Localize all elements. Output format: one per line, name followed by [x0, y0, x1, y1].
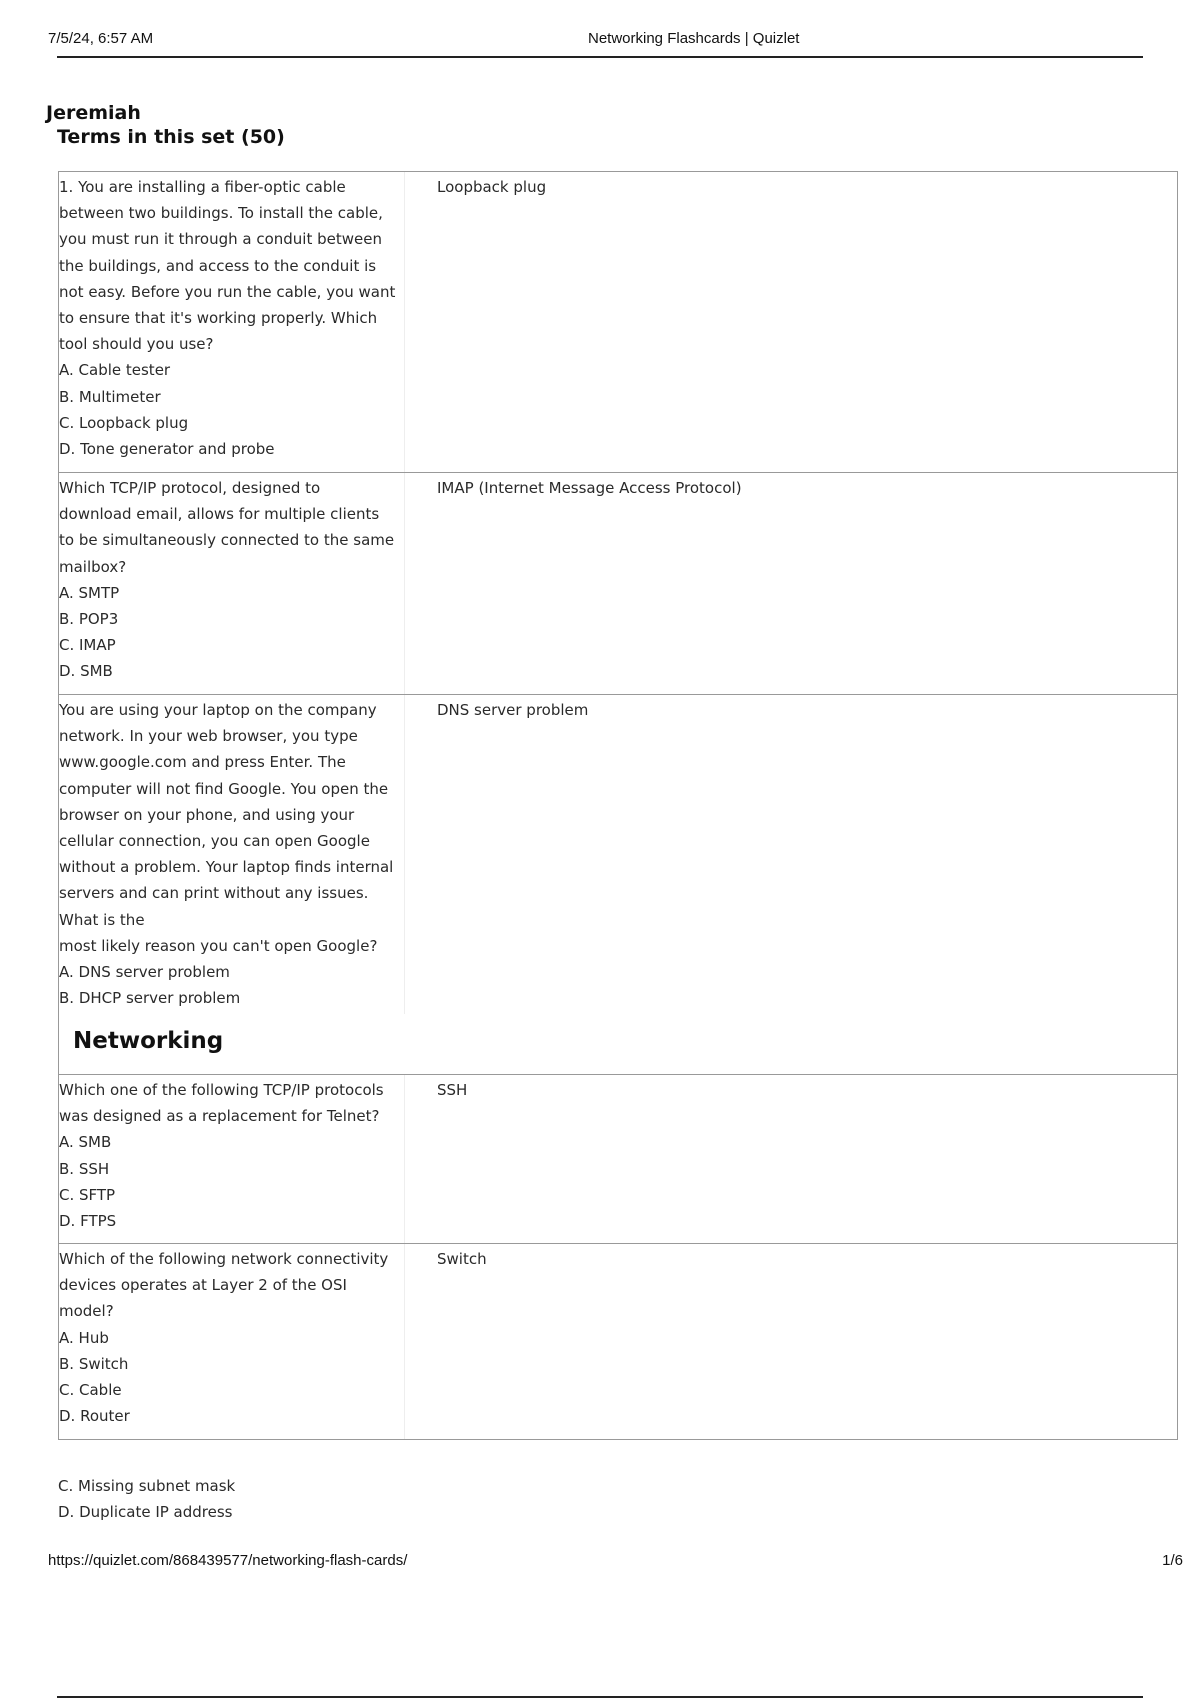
term-line: most likely reason you can't open Google?	[59, 936, 378, 955]
term-line: Which of the following network connectivity	[59, 1250, 389, 1268]
section-heading: Networking	[73, 1028, 224, 1054]
term-line: B. POP3	[59, 610, 119, 629]
overflow-option: D. Duplicate IP address	[58, 1503, 233, 1521]
term-line: A. SMB	[59, 1133, 112, 1152]
term-line: was designed as a replacement for Telnet?	[59, 1107, 380, 1126]
term-line: without a problem. Your laptop finds internal	[59, 858, 394, 877]
term-line: What is the	[59, 910, 145, 929]
term-line: D. FTPS	[59, 1212, 117, 1231]
term-line: A. Hub	[59, 1328, 109, 1347]
table-right-border	[1177, 1013, 1178, 1075]
term-line: D. SMB	[59, 662, 113, 681]
term-line: D. Router	[59, 1407, 130, 1426]
term-line: 1. You are installing a fiber-optic cable	[59, 178, 346, 196]
term-line: B. Multimeter	[59, 387, 161, 406]
card-table-bottom	[58, 1074, 1178, 1440]
print-url: https://quizlet.com/868439577/networking-flash-cards/	[48, 1552, 408, 1569]
term-line: Which TCP/IP protocol, designed to	[59, 479, 321, 497]
footer-divider	[57, 1696, 1143, 1698]
term-line: www.google.com and press Enter. The	[59, 753, 346, 772]
term-line: model?	[59, 1302, 114, 1321]
card-table-top	[58, 171, 1178, 1013]
term-line: Which one of the following TCP/IP protocols	[59, 1081, 384, 1099]
term-line: You are using your laptop on the company	[59, 701, 377, 719]
term-line: download email, allows for multiple clients	[59, 505, 380, 524]
term-line: to be simultaneously connected to the same	[59, 531, 395, 550]
term-line: browser on your phone, and using your	[59, 805, 355, 824]
overflow-option: C. Missing subnet mask	[58, 1477, 236, 1495]
term-line: A. Cable tester	[59, 361, 171, 380]
term-line: C. Cable	[59, 1381, 122, 1400]
term-line: C. IMAP	[59, 636, 116, 655]
definition-text: Switch	[437, 1250, 487, 1268]
page-number: 1/6	[1162, 1552, 1183, 1569]
term-line: to ensure that it's working properly. Which	[59, 309, 378, 328]
flashcard-row	[59, 1075, 1177, 1244]
term-line: B. DHCP server problem	[59, 989, 241, 1008]
term-line: cellular connection, you can open Google	[59, 832, 370, 851]
definition-text: Loopback plug	[437, 178, 547, 196]
definition-text: SSH	[437, 1081, 468, 1099]
term-line: B. Switch	[59, 1354, 129, 1373]
term-line: mailbox?	[59, 557, 127, 576]
term-text	[59, 695, 405, 1014]
flashcard-row	[59, 172, 1177, 473]
term-line: C. SFTP	[59, 1185, 116, 1204]
term-line: computer will not find Google. You open the	[59, 779, 389, 798]
term-line: not easy. Before you run the cable, you want	[59, 282, 396, 301]
term-line: servers and can print without any issues.	[59, 884, 369, 903]
term-text	[59, 473, 405, 694]
term-text	[59, 1244, 405, 1439]
term-line: A. DNS server problem	[59, 963, 230, 982]
flashcard-row	[59, 1244, 1177, 1439]
flashcard-row	[59, 695, 1177, 1014]
term-line: A. SMTP	[59, 583, 120, 602]
term-line: devices operates at Layer 2 of the OSI	[59, 1276, 347, 1295]
terms-heading: Terms in this set (50)	[57, 126, 285, 148]
term-line: between two buildings. To install the cable,	[59, 204, 383, 223]
print-datetime: 7/5/24, 6:57 AM	[48, 30, 154, 47]
print-page-title: Networking Flashcards | Quizlet	[588, 30, 800, 47]
term-text	[59, 172, 405, 472]
term-line: you must run it through a conduit between	[59, 230, 382, 249]
term-line: the buildings, and access to the conduit is	[59, 256, 377, 275]
header-divider	[57, 56, 1143, 58]
term-line: B. SSH	[59, 1159, 110, 1178]
term-line: D. Tone generator and probe	[59, 440, 275, 459]
set-author: Jeremiah	[46, 102, 141, 124]
definition-text: DNS server problem	[437, 701, 589, 719]
table-left-border	[58, 1013, 59, 1075]
term-line: network. In your web browser, you type	[59, 727, 358, 746]
term-line: tool should you use?	[59, 335, 214, 354]
flashcard-row	[59, 473, 1177, 695]
term-line: C. Loopback plug	[59, 413, 189, 432]
term-text	[59, 1075, 405, 1243]
definition-text: IMAP (Internet Message Access Protocol)	[437, 479, 742, 497]
